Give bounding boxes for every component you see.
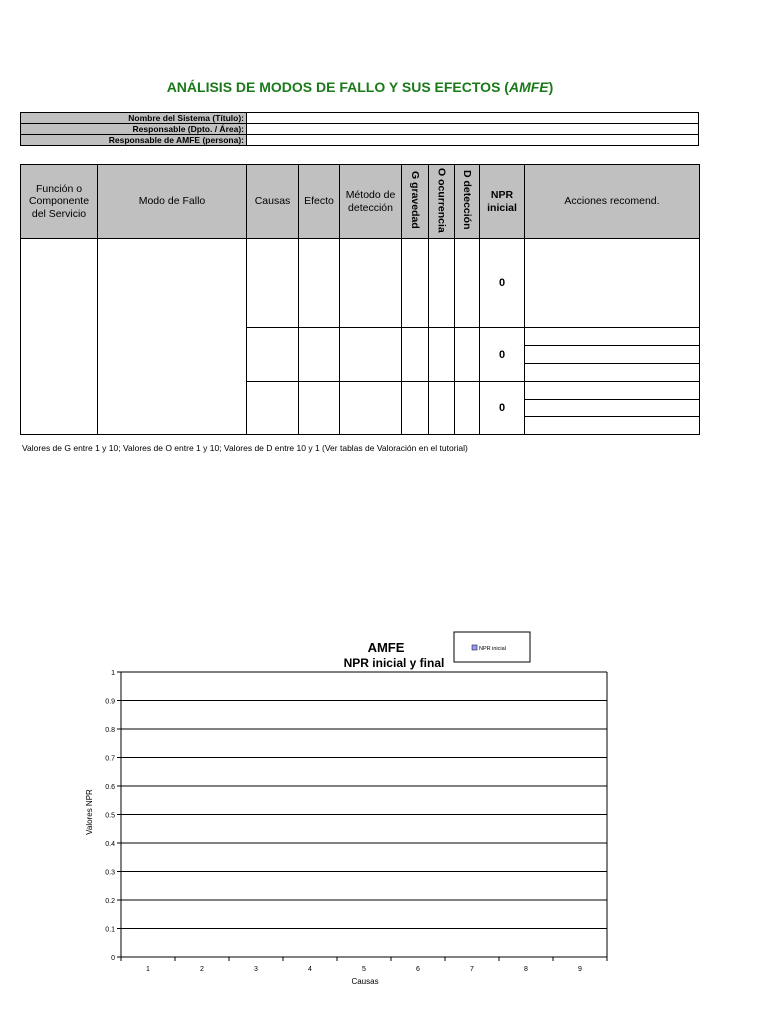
cell-metodo[interactable]: [340, 382, 402, 435]
header-ocurrencia: O ocurrencia: [429, 165, 455, 239]
y-tick-label: 0.6: [105, 784, 115, 791]
y-axis-label: Valores NPR: [85, 789, 94, 835]
amfe-header-row: [21, 165, 700, 239]
cell-efecto[interactable]: [299, 382, 340, 435]
y-tick-label: 0.3: [105, 869, 115, 877]
x-tick-label: 4: [308, 966, 312, 973]
y-tick-label: 0.7: [105, 755, 115, 763]
amfe-table: [20, 164, 700, 435]
responsible-value[interactable]: [247, 124, 699, 135]
valuation-note: Valores de G entre 1 y 10; Valores de O entre 1 y 10; Valores de D entre 10 y 1 (Ver tablas de Valoración en el tutorial): [22, 443, 468, 453]
y-tick-label: 1: [111, 670, 115, 677]
cell-g[interactable]: [402, 239, 429, 328]
header-causas: Causas: [247, 165, 299, 239]
system-info-table: [20, 112, 699, 146]
amfe-responsible-label: Responsable de AMFE (persona):: [21, 135, 247, 146]
cell-d[interactable]: [455, 239, 480, 328]
y-tick-label: 0.4: [105, 841, 115, 848]
x-tick-label: 9: [578, 966, 582, 973]
amfe-responsible-value[interactable]: [247, 135, 699, 146]
responsible-label: Responsable (Dpto. / Área):: [21, 124, 247, 135]
cell-g[interactable]: [402, 382, 429, 435]
header-npr: NPR inicial: [480, 165, 525, 239]
y-tick-label: 0.5: [105, 812, 115, 820]
cell-o[interactable]: [429, 328, 455, 382]
x-tick-label: 5: [362, 966, 366, 973]
header-metodo: Método de detección: [340, 165, 402, 239]
header-deteccion: D detección: [455, 165, 480, 239]
x-tick-label: 7: [470, 966, 474, 973]
system-name-value[interactable]: [247, 113, 699, 124]
legend-label: NPR inicial: [479, 646, 506, 652]
cell-npr: 0: [480, 239, 525, 328]
table-row: [21, 239, 700, 328]
y-tick-label: 0.1: [105, 926, 115, 934]
cell-metodo[interactable]: [340, 239, 402, 328]
cell-causas[interactable]: [247, 382, 299, 435]
cell-acciones[interactable]: [525, 328, 700, 382]
info-row-system-name: [21, 113, 699, 124]
x-tick-label: 2: [200, 966, 204, 973]
system-name-label: Nombre del Sistema (Título):: [21, 113, 247, 124]
chart-subtitle: NPR inicial y final: [343, 656, 445, 670]
x-tick-label: 1: [146, 966, 150, 973]
cell-efecto[interactable]: [299, 239, 340, 328]
chart-title: AMFE: [367, 640, 405, 655]
x-tick-label: 6: [416, 966, 420, 973]
cell-npr: 0: [480, 328, 525, 382]
cell-efecto[interactable]: [299, 328, 340, 382]
cell-causas[interactable]: [247, 328, 299, 382]
npr-chart: [0, 620, 768, 1000]
cell-npr: 0: [480, 382, 525, 435]
header-gravedad: G gravedad: [402, 165, 429, 239]
x-axis-label: Causas: [351, 977, 379, 986]
info-row-amfe-responsible: [21, 135, 699, 146]
x-tick-label: 8: [524, 966, 528, 973]
cell-modo-fallo[interactable]: [98, 239, 247, 435]
y-tick-label: 0.9: [105, 698, 115, 706]
cell-d[interactable]: [455, 328, 480, 382]
x-tick-label: 3: [254, 966, 258, 973]
info-row-responsible: [21, 124, 699, 135]
y-tick-label: 0.2: [105, 898, 115, 905]
cell-o[interactable]: [429, 382, 455, 435]
cell-o[interactable]: [429, 239, 455, 328]
page-title: ANÁLISIS DE MODOS DE FALLO Y SUS EFECTOS (AMFE): [166, 79, 554, 95]
header-modo-fallo: Modo de Fallo: [98, 165, 247, 239]
cell-metodo[interactable]: [340, 328, 402, 382]
cell-acciones[interactable]: [525, 382, 700, 435]
y-tick-label: 0.8: [105, 727, 115, 734]
chart-legend: [454, 632, 530, 662]
header-funcion: Función o Componente del Servicio: [21, 165, 98, 239]
header-acciones: Acciones recomend.: [525, 165, 700, 239]
cell-causas[interactable]: [247, 239, 299, 328]
y-tick-label: 0: [111, 955, 115, 962]
cell-g[interactable]: [402, 328, 429, 382]
cell-d[interactable]: [455, 382, 480, 435]
legend-swatch: [472, 645, 477, 650]
header-efecto: Efecto: [299, 165, 340, 239]
cell-acciones[interactable]: [525, 239, 700, 328]
cell-funcion[interactable]: [21, 239, 98, 435]
